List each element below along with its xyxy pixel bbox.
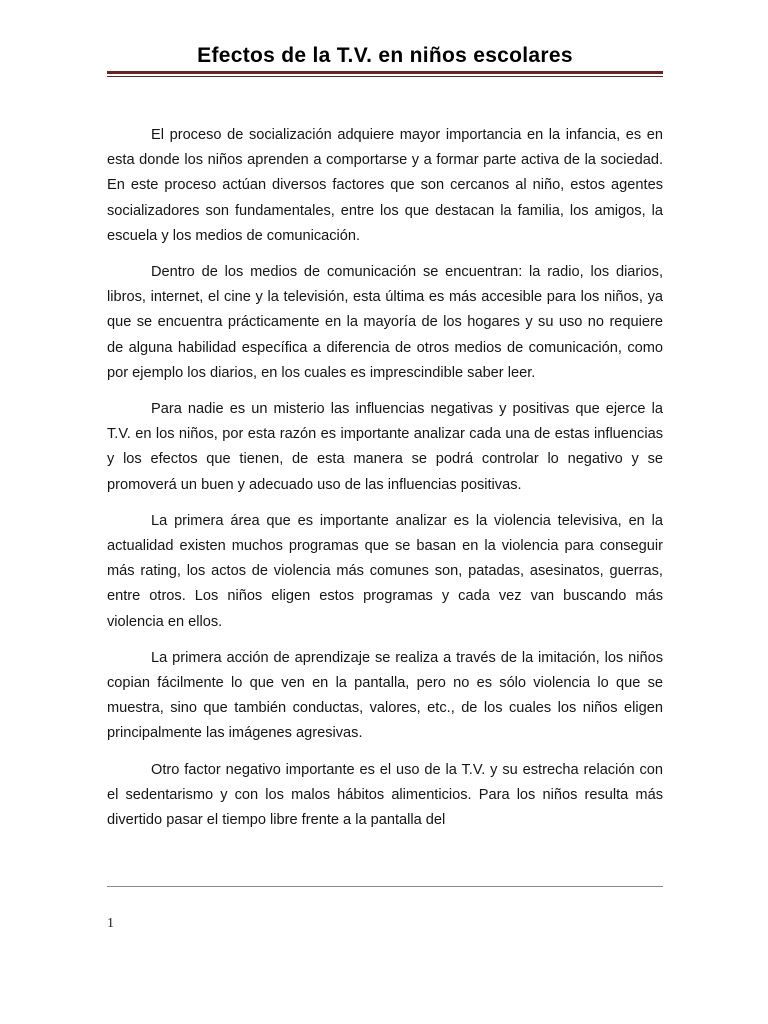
paragraph-6: Otro factor negativo importante es el uso de la T.V. y su estrecha relación con el sedentarismo y con los malos hábitos alimenticios. Para los niños resulta más divertido pasar el tiempo libre frente a la pantalla del bbox=[107, 761, 663, 829]
document-title: Efectos de la T.V. en niños escolares bbox=[197, 44, 573, 67]
paragraph-4: La primera área que es importante analizar es la violencia televisiva, en la actualidad existen muchos programas que se basan en la violencia para conseguir más rating, los actos de violencia más comunes son, patadas, asesinatos, guerras, entre otros. Los niños eligen estos programas y cada vez van buscando más violencia en ellos. bbox=[107, 512, 663, 630]
paragraph-1: El proceso de socialización adquiere mayor importancia en la infancia, es en esta donde los niños aprenden a comportarse y a formar parte activa de la sociedad. En este proceso actúan diversos factores que son cercanos al niño, estos agentes socializadores son fundamentales, entre los que destacan la familia, los amigos, la escuela y los medios de comunicación. bbox=[107, 127, 663, 244]
paragraph-2: Dentro de los medios de comunicación se encuentran: la radio, los diarios, libros, internet, el cine y la televisión, esta última es más accesible para los niños, ya que se encuentra prácticamente en la mayoría de los hogares y su uso no requiere de alguna habilidad específica a diferencia de otros medios de comunicación, como por ejemplo los diarios, en los cuales es imprescindible saber leer. bbox=[107, 264, 663, 381]
document-body bbox=[107, 123, 663, 844]
title-underline-thin bbox=[107, 76, 663, 77]
footer-divider bbox=[107, 886, 663, 887]
paragraph-3: Para nadie es un misterio las influencias negativas y positivas que ejerce la T.V. en los niños, por esta razón es importante analizar cada una de estas influencias y los efectos que tienen, de esta manera se podrá controlar lo negativo y se promoverá un buen y adecuado uso de las influencias positivas. bbox=[107, 401, 663, 493]
paragraph-5: La primera acción de aprendizaje se realiza a través de la imitación, los niños copian fácilmente lo que ven en la pantalla, pero no es sólo violencia lo que se muestra, sino que también conductas, valores, etc., de los cuales los niños eligen principalmente las imágenes agresivas. bbox=[107, 649, 663, 742]
page-number: 1 bbox=[107, 916, 114, 931]
title-underline-thick bbox=[107, 71, 663, 74]
